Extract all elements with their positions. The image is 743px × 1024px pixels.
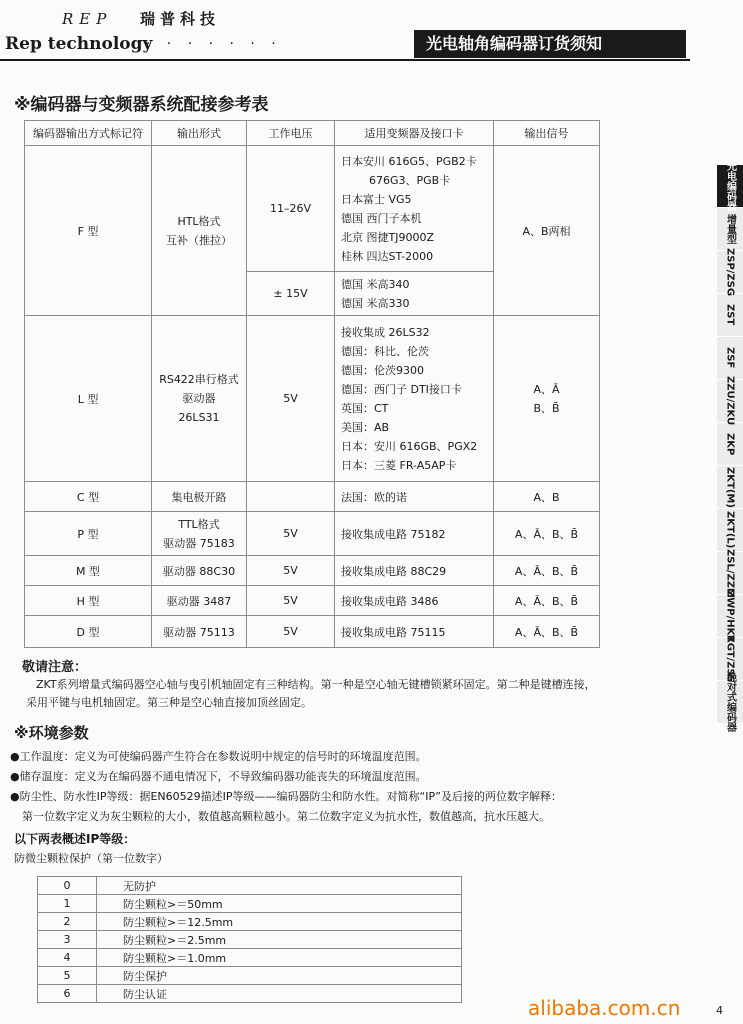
side-tab-zkp[interactable]: ZKP	[717, 423, 743, 466]
ip-subtitle: 防微尘颗粒保护（第一位数字）	[14, 852, 168, 865]
c-voltage	[247, 482, 335, 512]
m-signal: A、Ā、B、B̄	[494, 556, 600, 586]
d-form: 驱动器 75113	[152, 616, 247, 648]
th-form: 输出形式	[152, 121, 247, 146]
side-index	[717, 161, 743, 732]
p-inverter: 接收集成电路 75182	[335, 512, 494, 556]
f-inverters-1: 日本安川 616G5、PGB2卡 676G3、PGB卡 日本富士 VG5 德国 西门子本机 北京 图捷TJ9000Z 桂林 四达ST-2000	[335, 146, 494, 272]
page-number: 4	[716, 1004, 723, 1017]
side-tab-rgt-zss[interactable]: RGT/ZSS	[717, 638, 743, 681]
m-inverter: 接收集成电路 88C29	[335, 556, 494, 586]
th-code: 编码器输出方式标记符	[25, 121, 152, 146]
c-form: 集电极开路	[152, 482, 247, 512]
side-tab-zst[interactable]: ZST	[717, 294, 743, 337]
table-row: 6 防尘认证	[38, 985, 462, 1003]
table-row: 4 防尘颗粒>＝1.0mm	[38, 949, 462, 967]
side-tab-zkt-m[interactable]: ZKT(M)	[717, 466, 743, 509]
logo-chinese: 瑞普科技	[140, 10, 221, 28]
f-voltage-1: 11–26V	[247, 146, 335, 272]
table-row: 0 无防护	[38, 877, 462, 895]
l-voltage: 5V	[247, 316, 335, 482]
h-inverter: 接收集成电路 3486	[335, 586, 494, 616]
table-row: 3 防尘颗粒>＝2.5mm	[38, 931, 462, 949]
c-code: C 型	[25, 482, 152, 512]
m-form: 驱动器 88C30	[152, 556, 247, 586]
d-voltage: 5V	[247, 616, 335, 648]
inverter-table	[24, 120, 600, 648]
th-inverter: 适用变频器及接口卡	[335, 121, 494, 146]
p-voltage: 5V	[247, 512, 335, 556]
l-signal: A、Ā B、B̄	[494, 316, 600, 482]
header-rule	[0, 59, 690, 61]
l-inverters: 接收集成 26LS32 德国：科比、伦茨 德国：伦茨9300 德国：西门子 DTI接口卡 英国：CT 美国：AB 日本：安川 616GB、PGX2 日本：三菱 FR-A5AP卡	[335, 316, 494, 482]
c-inverter: 法国：欧的诺	[335, 482, 494, 512]
f-voltage-2: ± 15V	[247, 272, 335, 316]
section2-title: ※环境参数	[14, 724, 89, 742]
ip-table	[37, 876, 462, 1003]
f-inverters-2: 德国 米高340 德国 米高330	[335, 272, 494, 316]
header-title: 光电轴角编码器订货须知	[414, 30, 686, 58]
table-row: 2 防尘颗粒>＝12.5mm	[38, 913, 462, 931]
side-tab-zsf[interactable]: ZSF	[717, 337, 743, 380]
side-tab-zsp-zsg[interactable]: ZSP/ZSG	[717, 251, 743, 294]
logo-mark: REP	[62, 10, 113, 28]
side-tab-zsl-zzm[interactable]: ZSL/ZZM	[717, 552, 743, 595]
side-tab-absolute[interactable]: 绝对式编码器	[717, 681, 743, 724]
footer-watermark: alibaba.com.cn	[528, 996, 681, 1020]
p-code: P 型	[25, 512, 152, 556]
c-signal: A、B	[494, 482, 600, 512]
side-tab-zwp-hkt[interactable]: ZWP/HKT	[717, 595, 743, 638]
th-signal: 输出信号	[494, 121, 600, 146]
section1-title: ※编码器与变频器系统配接参考表	[14, 95, 269, 115]
h-form: 驱动器 3487	[152, 586, 247, 616]
side-tab-encoder[interactable]: 光电编码器	[717, 165, 743, 208]
l-code: L 型	[25, 316, 152, 482]
ip-title: 以下两表概述IP等级：	[14, 832, 136, 846]
env-ip-rating: ●防尘性、防水性IP等级：据EN60529描述IP等级——编码器防尘和防水性。对简称“IP”及后接的两位数字解释：	[10, 790, 563, 803]
side-tab-zkt-l[interactable]: ZKT(L)	[717, 509, 743, 552]
logo-english: Rep technology	[5, 34, 153, 54]
th-voltage: 工作电压	[247, 121, 335, 146]
env-storage-temp: ●储存温度：定义为在编码器不通电情况下，不导致编码器功能丧失的环境温度范围。	[10, 770, 427, 783]
note-title: 敬请注意：	[22, 660, 88, 675]
side-tab-incremental[interactable]: 增量型	[717, 208, 743, 251]
table-row: 1 防尘颗粒>＝50mm	[38, 895, 462, 913]
table-row: 5 防尘保护	[38, 967, 462, 985]
d-signal: A、Ā、B、B̄	[494, 616, 600, 648]
m-code: M 型	[25, 556, 152, 586]
f-form: HTL格式 互补（推拉）	[152, 146, 247, 316]
f-signal: A、B两相	[494, 146, 600, 316]
note-text: ZKT系列增量式编码器空心轴与曳引机轴固定有三种结构。第一种是空心轴无键槽锁紧环固定。第二种是键槽连接，采用平键与电机轴固定。第三种是空心轴直接加顶丝固定。	[26, 678, 596, 709]
h-code: H 型	[25, 586, 152, 616]
env-operating-temp: ●工作温度：定义为可使编码器产生符合在参数说明中规定的信号时的环境温度范围。	[10, 750, 427, 763]
side-tab-zzu-zku[interactable]: ZZU/ZKU	[717, 380, 743, 423]
h-signal: A、Ā、B、B̄	[494, 586, 600, 616]
env-ip-digits: 第一位数字定义为灰尘颗粒的大小，数值越高颗粒越小。第二位数字定义为抗水性，数值越高，抗水压越大。	[22, 810, 550, 823]
m-voltage: 5V	[247, 556, 335, 586]
l-form: RS422串行格式 驱动器 26LS31	[152, 316, 247, 482]
p-form: TTL格式 驱动器 75183	[152, 512, 247, 556]
h-voltage: 5V	[247, 586, 335, 616]
d-inverter: 接收集成电路 75115	[335, 616, 494, 648]
p-signal: A、Ā、B、B̄	[494, 512, 600, 556]
logo-dots: · · · · · · · ·	[125, 36, 282, 52]
f-code: F 型	[25, 146, 152, 316]
d-code: D 型	[25, 616, 152, 648]
